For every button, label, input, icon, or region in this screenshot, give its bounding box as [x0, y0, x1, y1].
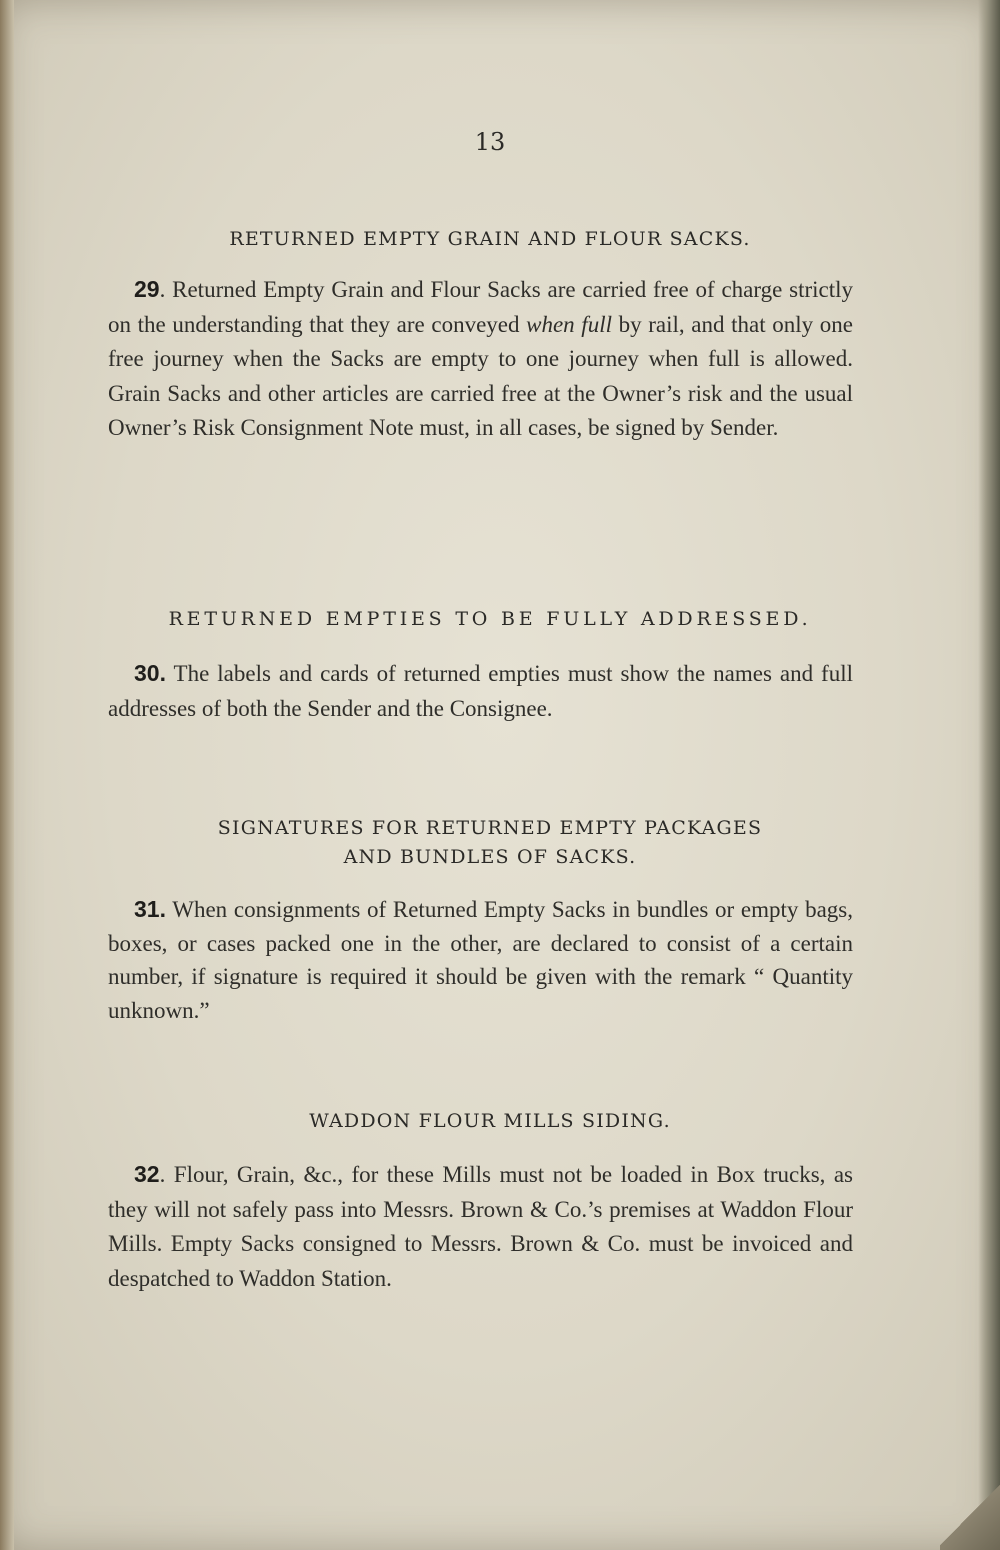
page-corner-fold [940, 1480, 1000, 1550]
page-left-edge [0, 0, 14, 1550]
section-29-heading: RETURNED EMPTY GRAIN AND FLOUR SACKS. [229, 228, 751, 250]
section-29-text-b: by rail, and that only one free journey when the Sacks are empty to one journey when full is allowed. Grain Sacks and other articles are carried free at the Owner’s risk and the usual Owner’s Risk Consignment Note must, in all cases, be signed by Sender. [108, 311, 853, 440]
section-32-text: . Flour, Grain, &c., for these Mills must not be loaded in Box trucks, as they will not safely pass into Messrs. Brown & Co.’s premises at Waddon Flour Mills. Empty Sacks consigned to Messrs. Brown & Co. must be invoiced and despatched to Waddon Station. [108, 1162, 853, 1291]
section-30-number: 30. [134, 660, 166, 686]
page-number: 13 [474, 128, 506, 156]
page-right-edge [978, 0, 1000, 1550]
section-32-heading: WADDON FLOUR MILLS SIDING. [309, 1110, 671, 1132]
section-31-number: 31. [134, 896, 166, 922]
section-29-number: 29 [134, 276, 160, 302]
section-30-text: The labels and cards of returned empties must show the names and full addresses of both the Sender and the Consignee. [108, 661, 853, 721]
section-29-paragraph [108, 272, 853, 446]
section-32-number: 32 [134, 1161, 160, 1187]
section-32-paragraph [108, 1157, 853, 1296]
section-31-paragraph [108, 893, 853, 1027]
section-31-text: When consignments of Returned Empty Sacks in bundles or empty bags, boxes, or cases packed one in the other, are declared to consist of a certain number, if signature is required it should be given with the remark “ Quantity unknown.” [108, 897, 853, 1023]
section-31-heading-line2: AND BUNDLES OF SACKS. [343, 846, 637, 868]
section-31-heading-line1: SIGNATURES FOR RETURNED EMPTY PACKAGES [217, 817, 763, 839]
section-29-text-a: . Returned Empty Grain and Flour Sacks are carried free of charge strictly on the understanding that they are conveyed [108, 277, 853, 337]
section-30-paragraph [108, 656, 853, 726]
section-30-heading: RETURNED EMPTIES TO BE FULLY ADDRESSED. [168, 608, 812, 630]
section-29-italic: when full [526, 311, 612, 337]
